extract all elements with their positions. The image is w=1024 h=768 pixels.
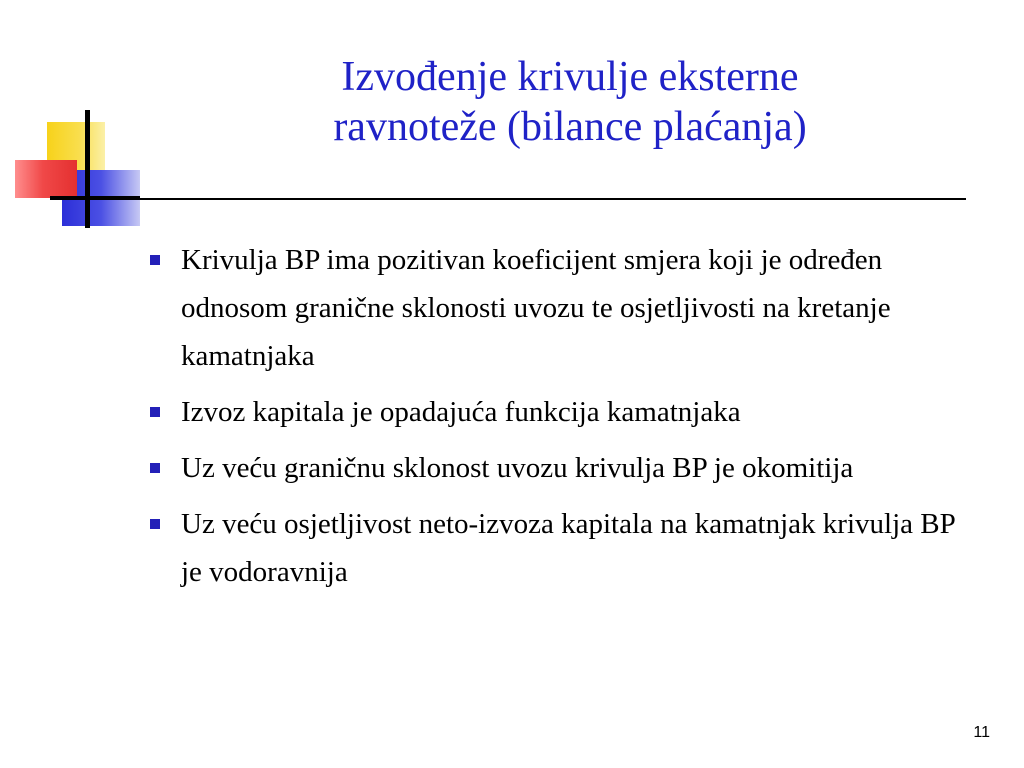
logo-vertical-line [85,110,90,228]
square-bullet-icon [150,255,160,265]
title-line-1: Izvođenje krivulje eksterne [341,54,799,100]
red-square-icon [15,160,77,198]
title-divider [116,198,966,200]
bullet-text: Izvoz kapitala je opadajuća funkcija kamatnjaka [181,396,741,428]
bullet-text: Uz veću osjetljivost neto-izvoza kapitala na kamatnjak krivulja BP je vodoravnija [181,508,955,588]
square-bullet-icon [150,463,160,473]
bullet-item [150,388,980,436]
bullet-list [150,236,980,604]
page-number: 11 [973,724,990,741]
bullet-item [150,236,980,380]
bullet-text: Uz veću graničnu sklonost uvozu krivulja BP je okomitija [181,452,854,484]
square-bullet-icon [150,519,160,529]
bullet-text: Krivulja BP ima pozitivan koeficijent smjera koji je određen odnosom granične sklonosti uvozu te osjetljivosti na kretanje kamatnjaka [181,244,891,372]
bullet-item [150,444,980,492]
title-line-2: ravnoteže (bilance plaćanja) [333,104,807,150]
square-bullet-icon [150,407,160,417]
bullet-item [150,500,980,596]
decorative-squares-logo [0,0,200,240]
slide-title [180,52,960,152]
